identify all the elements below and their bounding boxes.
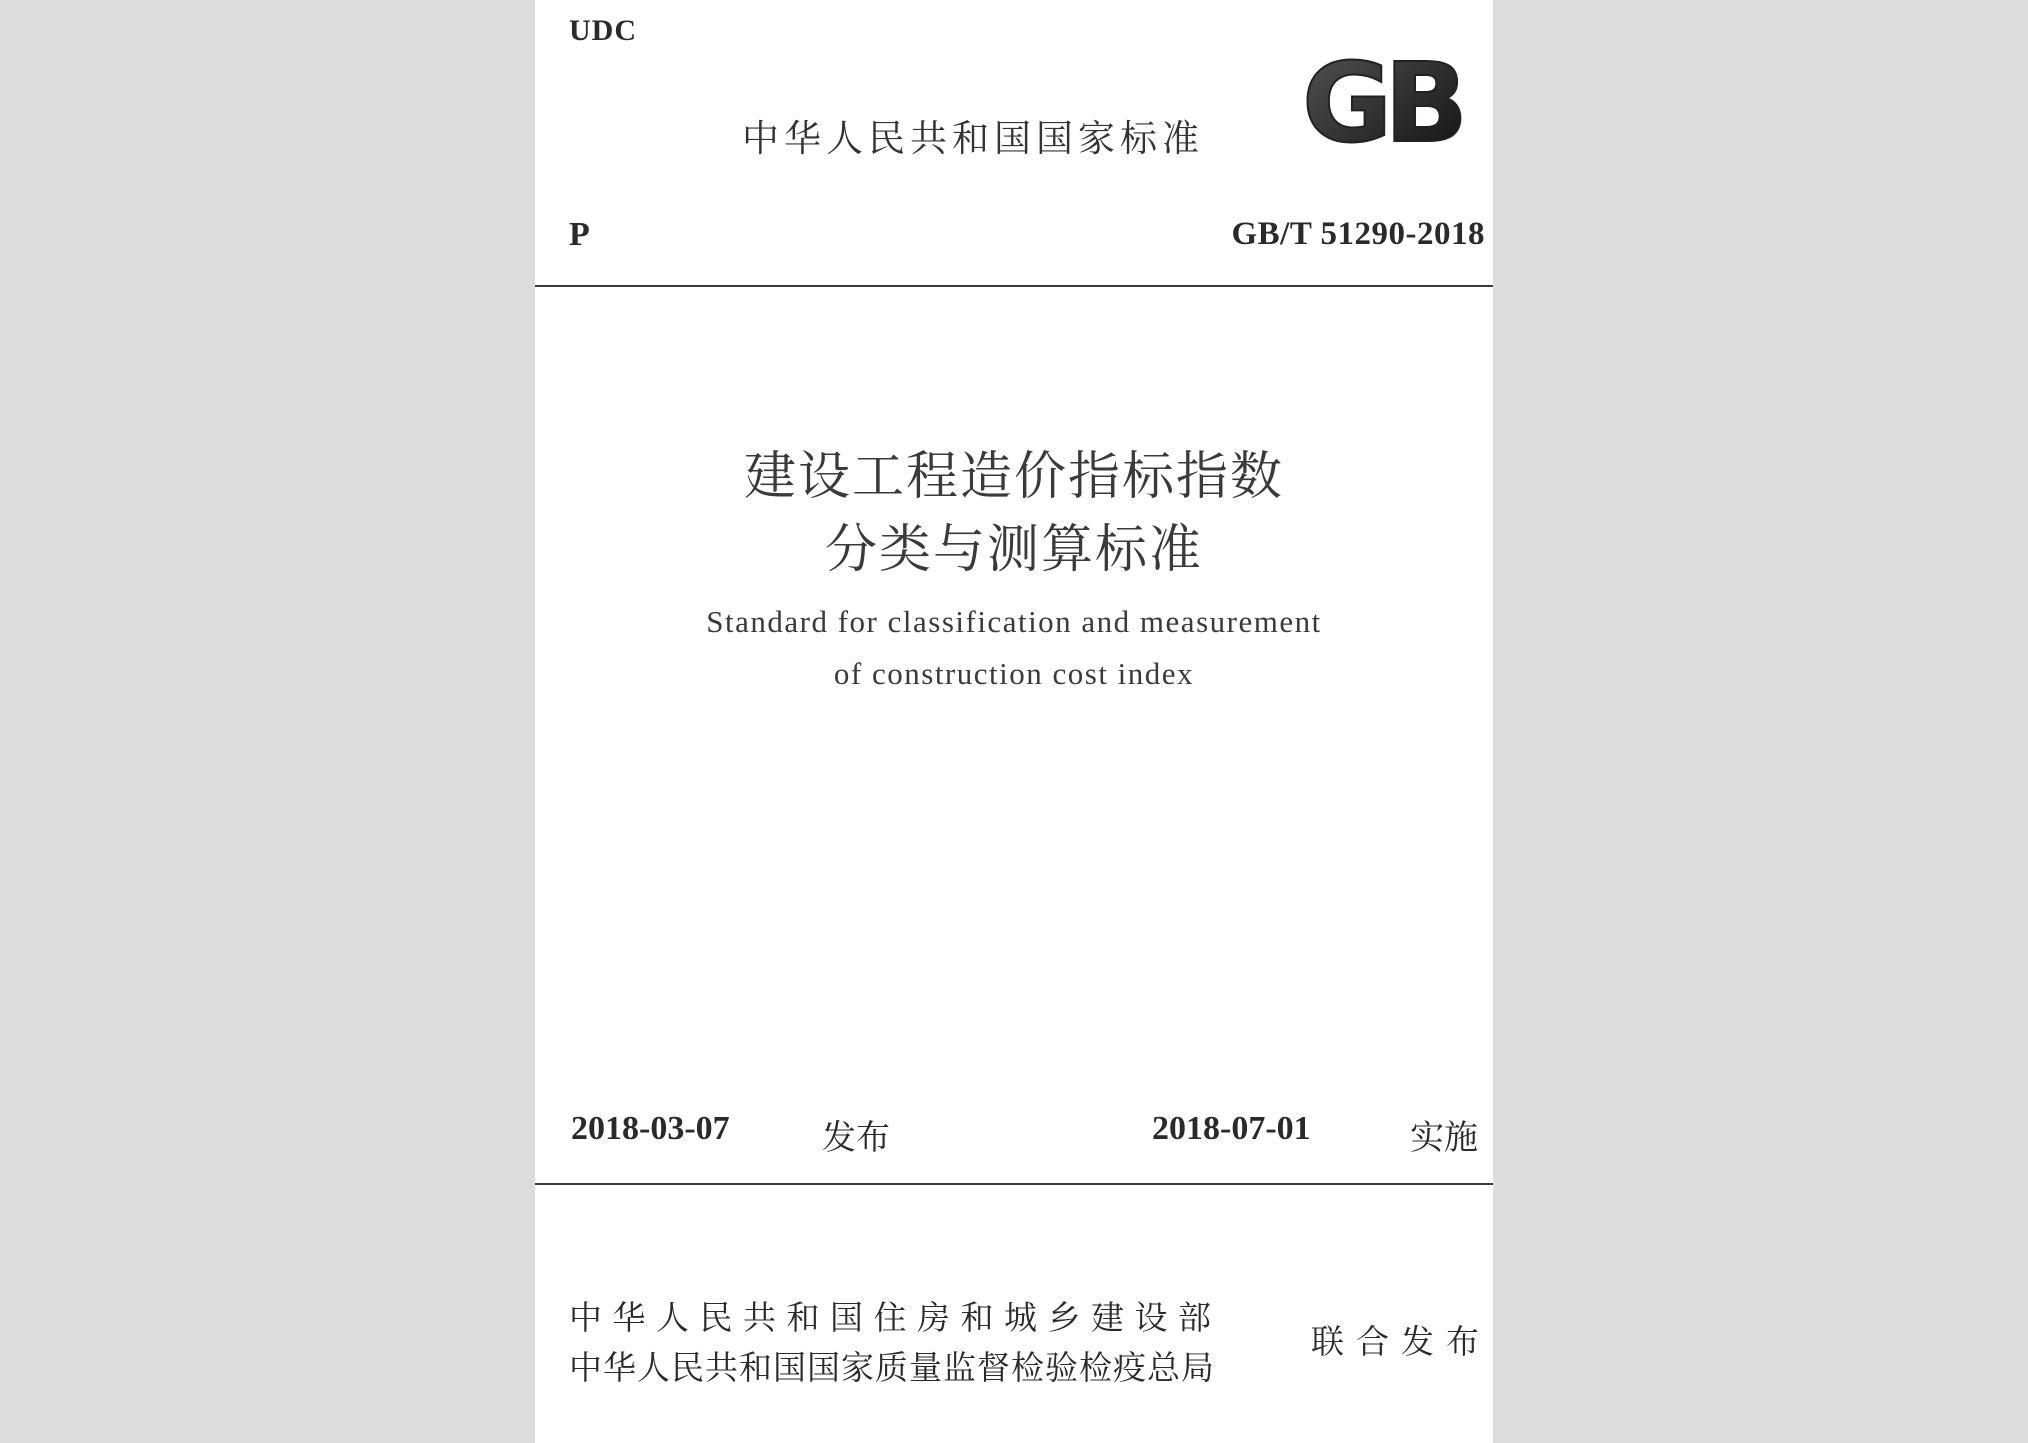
title-english-line2: of construction cost index [833,656,1195,691]
publish-date: 2018-03-07 [571,1110,730,1147]
national-standard-heading: 中华人民共和国国家标准 [742,117,1204,160]
title-chinese-line2: 分类与测算标准 [824,520,1203,580]
classification-code: P [569,216,590,253]
publish-label: 发布 [822,1118,890,1158]
svg-text:GB: GB [1302,55,1461,151]
effective-label: 实施 [1410,1118,1478,1158]
effective-date: 2018-07-01 [1152,1110,1311,1147]
issuer-ministry: 中华人民共和国住房和城乡建设部 [569,1298,1222,1337]
gb-logo [1302,55,1488,151]
udc-label: UDC [569,14,637,47]
bottom-divider [535,1183,1493,1185]
joint-issue-label: 联合发布 [1311,1322,1491,1361]
title-english-line1: Standard for classification and measurement [706,604,1322,639]
cover-page [535,0,1493,1443]
title-chinese-line1: 建设工程造价指标指数 [743,447,1284,507]
top-divider [535,285,1493,287]
standard-number: GB/T 51290-2018 [1231,216,1485,252]
issuer-administration: 中华人民共和国国家质量监督检验检疫总局 [569,1348,1215,1387]
